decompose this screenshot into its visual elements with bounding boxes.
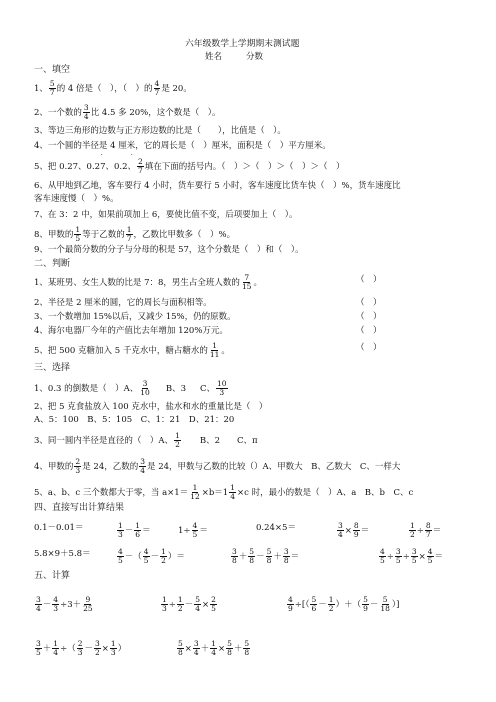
choice-q2-line2: A、5：100 B、5：105 C、1：21 D、21：20 xyxy=(34,415,235,425)
judge-q2: 2、半径是 2 厘米的圆，它的周长与面积相等。 xyxy=(34,298,212,308)
choice-q3: 3、同一圆内半径是直径的（ ）A、 $\frac{1}{2}$ B、2 C、π xyxy=(34,431,258,449)
choice-q5: 5、a、b、c 三个数都大于零，当 a×1＝ $\frac{1}{12}$ ×b＝1 $\frac{1}{4}$ ×c 时，最小的数是（ ）A、a B、b C、c xyxy=(34,483,414,501)
fill-q4: 4、一个圆的半径是 4 厘米，它的周长是（ ）厘米，面积是（ ）平方厘米。 xyxy=(34,141,331,151)
fill-q7: 7、在 3：2 中，如果前项加上 6，要使比值不变，后项要加上（ ）。 xyxy=(34,210,298,220)
direct-r1-e2: $\frac{1}{3}$ － $\frac{1}{6}$ ＝ xyxy=(118,521,151,539)
choice-q4: 4、甲数的 $\frac{2}{3}$ 是 24，乙数的 $\frac{3}{4}$ 是 24，甲数与乙数的比较（）A、甲数大 B、乙数大 C、一样大 xyxy=(34,457,401,475)
calc-r2-e1: $\frac{3}{5}$ ＋ $\frac{1}{4}$ ÷（ $\frac{2}{3}$ － $\frac{3}{2}$ × $\frac{1}{3}$ ） xyxy=(36,639,127,657)
judge-paren: （ ） xyxy=(356,275,382,285)
fill-q6-line2: 客车速度慢（ ）%。 xyxy=(34,194,119,204)
repeat-dot: ˙ xyxy=(100,154,104,162)
fraction: $\frac{3}{4}$ xyxy=(140,457,146,475)
direct-r2-e1: 5.8×9＋5.8＝ xyxy=(34,549,91,559)
fraction: $\frac{5}{7}$ xyxy=(49,79,55,97)
calc-r1-e2: $\frac{1}{3}$ ÷ $\frac{1}{2}$ － $\frac{5}{4}$ × $\frac{2}{5}$ xyxy=(162,595,216,613)
name-label: 姓名 xyxy=(205,52,223,62)
fill-q8: 8、甲数的 $\frac{1}{5}$ 等于乙数的 $\frac{1}{7}$ ，乙数比甲数多（ ）%。 xyxy=(34,225,236,243)
judge-paren: （ ） xyxy=(356,326,382,336)
calc-r1-e3: $\frac{4}{9}$ ÷[（ $\frac{5}{6}$ － $\frac{1}{2}$ ）＋（ $\frac{5}{9}$ － $\frac{5}{18}$ ）] xyxy=(288,595,400,613)
section-judge: 二、判断 xyxy=(34,259,71,269)
section-fill-in: 一、填空 xyxy=(34,65,71,75)
fraction: $\frac{4}{7}$ xyxy=(154,79,160,97)
judge-paren: （ ） xyxy=(356,343,382,353)
judge-paren: （ ） xyxy=(356,298,382,308)
fraction: $\frac{2}{7}$ xyxy=(138,157,143,175)
score-label: 分数 xyxy=(246,52,264,62)
judge-q3: 3、一个数增加 15%以后，又减少 15%，仍的原数。 xyxy=(34,312,236,322)
fill-q1: 1、 $\frac{5}{7}$ 的 4 倍是（ ），（ ）的 $\frac{4}{7}$ 是 20。 xyxy=(34,79,192,97)
choice-q2-line1: 2、把 5 克食盐放入 100 克水中，盐水和水的重量比是（ ） xyxy=(34,402,268,412)
judge-q1: 1、某班男、女生人数的比是 7：8，男生占全班人数的 $\frac{7}{15}$ 。 xyxy=(34,273,262,291)
judge-q4: 4、海尔电器厂今年的产值比去年增加 120%万元。 xyxy=(34,326,228,336)
fill-q6-line1: 6、从甲地到乙地，客车要行 4 小时，货车要行 5 小时，客车速度比货车快（ ）%，货车速度比 xyxy=(34,181,401,191)
repeat-dot: ˙ xyxy=(130,154,134,162)
fraction: $\frac{1}{7}$ xyxy=(126,225,132,243)
direct-r2-e3: $\frac{3}{8}$ ＋ $\frac{5}{8}$ － $\frac{5}{8}$ ＋ $\frac{3}{8}$ ＝ xyxy=(232,547,300,565)
calc-r1-e1: $\frac{3}{4}$ － $\frac{4}{3}$ ÷3＋ $\frac{9}{25}$ xyxy=(36,595,93,613)
calc-r2-e2: $\frac{5}{8}$ × $\frac{3}{4}$ ＋ $\frac{1}{4}$ × $\frac{5}{8}$ ＋ $\frac{5}{8}$ xyxy=(178,639,250,657)
direct-r1-e6: $\frac{1}{2}$ ÷ $\frac{8}{7}$ ＝ xyxy=(410,521,442,539)
fraction: $\frac{10}{3}$ xyxy=(217,379,227,397)
direct-r1-e3: 1÷ $\frac{4}{5}$ ＝ xyxy=(178,521,208,539)
fill-q2: 2、一个数的 $\frac{3}{4}$ 比 4.5 多 20%，这个数是（ ）。 xyxy=(34,103,221,121)
fraction: $\frac{2}{3}$ xyxy=(75,457,81,475)
fraction: $\frac{7}{15}$ xyxy=(241,273,252,291)
fill-q5: 5、把 0.27、0.27、0.2、 $\frac{2}{7}$ 填在下面的括号内。（ ）＞（ ）＞（ ）＞（ ） xyxy=(34,157,345,175)
section-direct-calc: 四、直接写出计算结果 xyxy=(34,503,125,513)
section-choice: 三、选择 xyxy=(34,363,71,373)
judge-paren: （ ） xyxy=(356,312,382,322)
fraction: $\frac{1}{5}$ xyxy=(75,225,81,243)
page-title: 六年级数学上学期期末测试题 xyxy=(185,39,300,49)
direct-r1-e1: 0.1－0.01＝ xyxy=(34,523,84,533)
fraction: $\frac{1}{12}$ xyxy=(190,483,200,501)
direct-r2-e2: $\frac{4}{5}$ －（ $\frac{4}{5}$ － $\frac{1}{2}$ ）＝ xyxy=(118,547,185,565)
judge-q5: 5、把 500 克糖加入 5 千克水中，糖占糖水的 $\frac{1}{11}$ 。 xyxy=(34,341,230,359)
fraction: $\frac{1}{11}$ xyxy=(209,341,220,359)
fraction: $\frac{1}{4}$ xyxy=(230,483,235,501)
fill-q3: 3、等边三角形的边数与正方形边数的比是（ ），比值是（ ）。 xyxy=(34,126,286,136)
direct-r1-e5: $\frac{3}{4}$ × $\frac{8}{9}$ ＝ xyxy=(338,521,370,539)
fraction: $\frac{3}{10}$ xyxy=(140,379,150,397)
fill-q9: 9、一个最简分数的分子与分母的积是 57，这个分数是（ ）和（ ）。 xyxy=(34,245,304,255)
choice-q1: 1、0.3 的倒数是（ ）A、 $\frac{3}{10}$ B、3 C、 $\frac{10}{3}$ xyxy=(34,379,227,397)
fraction: $\frac{1}{2}$ xyxy=(175,431,180,449)
direct-r2-e4: $\frac{4}{5}$ ÷ $\frac{3}{5}$ ÷ $\frac{3}{5}$ × $\frac{4}{5}$ ＝ xyxy=(380,547,444,565)
section-calculation: 五、计算 xyxy=(34,571,71,581)
fraction: $\frac{3}{4}$ xyxy=(83,103,89,121)
direct-r1-e4: 0.24×5＝ xyxy=(256,523,296,533)
